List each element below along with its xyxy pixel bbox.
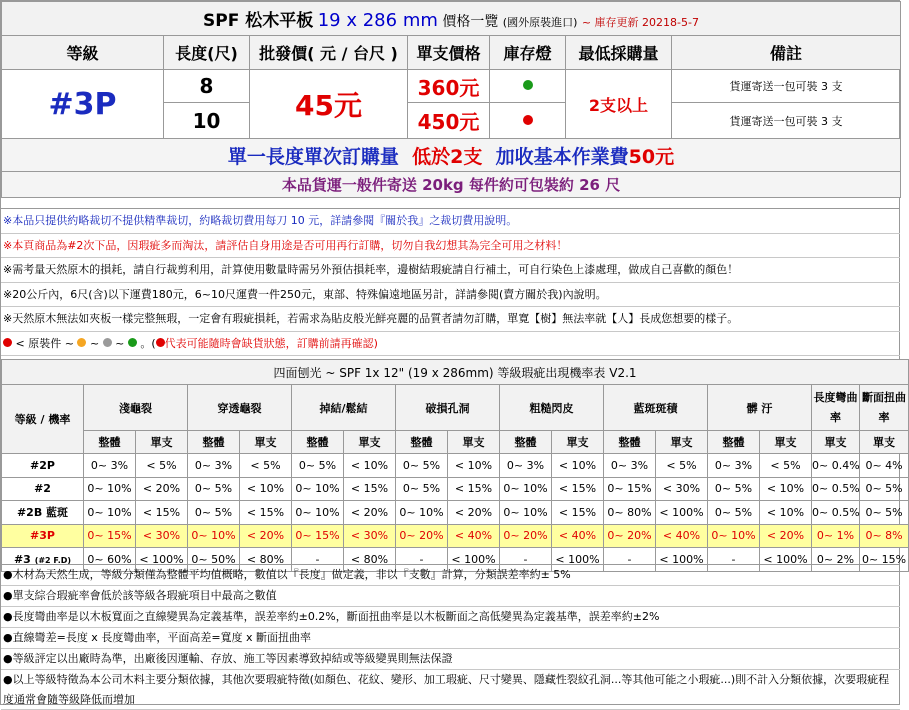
value-cell: - (500, 548, 552, 572)
curve-header: 長度彎曲率 (812, 385, 860, 431)
value-cell: 0~ 10% (84, 501, 136, 525)
value-cell: 0~ 5% (860, 501, 909, 525)
value-cell: < 20% (344, 501, 396, 525)
header-grade: 等級 (2, 36, 164, 70)
sub-header-whole: 整體 (708, 431, 760, 454)
sub-header-whole: 整體 (500, 431, 552, 454)
sub-header-single: 單支 (344, 431, 396, 454)
remark: 貨運寄送一包可裝 3 支 (672, 70, 901, 103)
category-header: 掉結/鬆結 (292, 385, 396, 431)
value-cell: 0~ 20% (604, 524, 656, 548)
sub-header-single: 單支 (136, 431, 188, 454)
value-cell: 0~ 10% (708, 524, 760, 548)
value-cell: 0~ 80% (604, 501, 656, 525)
footnote-line: ●木材為天然生成，等級分類僅為整體平均值概略，數值以『長度』做定義，非以『支數』計算，分類誤差率約± 5% (1, 565, 900, 586)
value-cell: 0~ 3% (84, 454, 136, 478)
value-cell: 0~ 10% (292, 477, 344, 501)
header-unit-price: 單支價格 (408, 36, 490, 70)
value-cell: < 100% (552, 548, 604, 572)
value-cell: < 10% (344, 454, 396, 478)
title-label: 價格一覽 (442, 14, 499, 30)
stock-legend (1, 332, 900, 357)
defect-table (1, 359, 909, 572)
banner-text-d: 50元 (628, 145, 675, 168)
sub-header-single: 單支 (552, 431, 604, 454)
header-wholesale: 批發價( 元 / 台尺 ) (250, 36, 408, 70)
value-cell: 0~ 5% (860, 477, 909, 501)
price-table (1, 1, 901, 198)
banner-text-b: 低於2支 (412, 145, 483, 168)
value-cell: < 40% (448, 524, 500, 548)
corner-header: 等級 / 機率 (2, 385, 84, 454)
note-line: ※20公斤內，6尺(含)以下運費180元，6~10尺運費一件250元，東部、特殊偏遠地區另計，詳請參閱(賣方關於我)內說明。 (1, 283, 900, 308)
value-cell: 0~ 0.5% (812, 477, 860, 501)
value-cell: 0~ 10% (188, 524, 240, 548)
value-cell: < 5% (136, 454, 188, 478)
value-cell: < 10% (448, 454, 500, 478)
grade-name: #3 (13, 552, 31, 566)
value-cell: < 30% (344, 524, 396, 548)
value-cell: < 100% (136, 548, 188, 572)
gray-dot-icon (103, 338, 112, 347)
banner-text-a: 單一長度單次訂購量 (227, 145, 399, 168)
value-cell: < 5% (656, 454, 708, 478)
value-cell: 0~ 15% (84, 524, 136, 548)
value-cell: < 100% (656, 501, 708, 525)
value-cell: < 20% (136, 477, 188, 501)
footnotes-section (1, 564, 900, 710)
value-cell: 0~ 4% (860, 454, 909, 478)
note-line: ※本頁商品為#2次下品，因瑕疵多而淘汰，請評估自身用途是否可用再行訂購，切勿自我幻想其為完全可用之材料！ (1, 234, 900, 259)
note-line: ※需考量天然原木的損耗，請自行裁剪利用，計算使用數量時需另外預估損耗率，邊樹結瑕疵請自行補土，可自行染色上漆處理，做成自己喜歡的顏色！ (1, 258, 900, 283)
value-cell: 0~ 5% (708, 501, 760, 525)
sub-header-single: 單支 (656, 431, 708, 454)
value-cell: < 10% (240, 477, 292, 501)
category-header: 破損孔洞 (396, 385, 500, 431)
footnote-line: ●長度彎曲率是以木板寬面之直線變異為定義基準，誤差率約±0.2%，斷面扭曲率是以木板斷面之高低變異為定義基準，誤差率約±2% (1, 607, 900, 628)
shipping-banner: 本品貨運一般件寄送 20kg 每件約可包裝約 26 尺 (2, 172, 901, 198)
value-cell: 0~ 5% (188, 501, 240, 525)
value-cell: 0~ 5% (396, 477, 448, 501)
value-cell: < 10% (760, 501, 812, 525)
value-cell: 0~ 0.5% (812, 501, 860, 525)
value-cell: 0~ 5% (292, 454, 344, 478)
value-cell: 0~ 3% (500, 454, 552, 478)
value-cell: 0~ 20% (500, 524, 552, 548)
title-dimension: 19 x 286 mm (317, 10, 438, 31)
value-cell: < 5% (760, 454, 812, 478)
value-cell: 0~ 50% (188, 548, 240, 572)
header-min-purchase: 最低採購量 (566, 36, 672, 70)
value-cell: < 15% (552, 477, 604, 501)
notes-section (1, 208, 900, 356)
legend-prefix: < 原裝件 ~ (15, 336, 74, 350)
value-cell: < 40% (552, 524, 604, 548)
sub-header-whole: 整體 (292, 431, 344, 454)
footnote-line: ●等級評定以出廠時為準，出廠後因運輸、存放、施工等因素導致掉結或等級變異則無法保證 (1, 649, 900, 670)
value-cell: 0~ 10% (396, 501, 448, 525)
value-cell: - (292, 548, 344, 572)
grade-note: (#2 F.D) (34, 555, 72, 565)
stock-light-cell (490, 103, 566, 139)
value-cell: < 10% (552, 454, 604, 478)
sub-header-single: 單支 (812, 431, 860, 454)
sub-header-single: 單支 (448, 431, 500, 454)
value-cell: 0~ 8% (860, 524, 909, 548)
sub-header-single: 單支 (860, 431, 909, 454)
value-cell: < 30% (136, 524, 188, 548)
table-row (2, 524, 909, 548)
twist-header: 斷面扭曲率 (860, 385, 909, 431)
value-cell: < 10% (760, 477, 812, 501)
header-remark: 備註 (672, 36, 901, 70)
sub-header-whole: 整體 (84, 431, 136, 454)
footnote-line: ●單支綜合瑕疵率會低於該等級各瑕疵項目中最高之數值 (1, 586, 900, 607)
value-cell: < 30% (656, 477, 708, 501)
footnote-line: ●直線彎差=長度 x 長度彎曲率，平面高差=寬度 x 斷面扭曲率 (1, 628, 900, 649)
note-line: ※天然原木無法如夾板一樣完整無瑕，一定會有瑕疵損耗，若需求為貼皮般光鮮亮麗的品質者請勿訂購，單寛【樹】無法率就【人】長成您想要的樣子。 (1, 307, 900, 332)
value-cell: 0~ 10% (84, 477, 136, 501)
value-cell: < 100% (656, 548, 708, 572)
value-cell: 0~ 5% (396, 454, 448, 478)
category-header: 穿透龜裂 (188, 385, 292, 431)
value-cell: 0~ 3% (188, 454, 240, 478)
value-cell: < 15% (240, 501, 292, 525)
value-cell: < 15% (136, 501, 188, 525)
value-cell: 0~ 1% (812, 524, 860, 548)
value-cell: 0~ 20% (396, 524, 448, 548)
sub-header-single: 單支 (760, 431, 812, 454)
red-dot-icon (156, 338, 165, 347)
value-cell: 0~ 3% (604, 454, 656, 478)
value-cell: - (604, 548, 656, 572)
category-header: 淺龜裂 (84, 385, 188, 431)
grade-cell (2, 477, 84, 501)
value-cell: 0~ 10% (292, 501, 344, 525)
title-source: (國外原裝進口) (502, 16, 578, 29)
sub-header-whole: 整體 (188, 431, 240, 454)
table-row (2, 477, 909, 501)
value-cell: 0~ 5% (708, 477, 760, 501)
note-line: ※本品只提供約略裁切不提供精準裁切，約略裁切費用每刀 10 元，詳請參閱『關於我』之裁切費用說明。 (1, 209, 900, 234)
sub-header-whole: 整體 (396, 431, 448, 454)
grade-name: #2P (30, 458, 55, 472)
table-row (2, 454, 909, 478)
price-title (2, 2, 901, 36)
value-cell: < 40% (656, 524, 708, 548)
value-cell: < 15% (552, 501, 604, 525)
value-cell: < 15% (344, 477, 396, 501)
value-cell: 0~ 15% (604, 477, 656, 501)
grade-name: #2 (34, 482, 51, 496)
stock-light-cell (490, 70, 566, 103)
grade-cell (2, 454, 84, 478)
value-cell: - (396, 548, 448, 572)
title-updated: ~ 庫存更新 20218-5-7 (581, 16, 699, 29)
footnote-line: ●以上等級特徵為本公司木料主要分類依據，其他次要瑕疵特徵(如顏色、花紋、變形、加工瑕疵、尺寸變異、隱藏性裂紋孔洞...等其他可能之小瑕疵...)則不計入分類依據，次要瑕疵程度通常會隨等級降低而增加 (1, 670, 900, 710)
grade-name: #2B 藍斑 (16, 506, 69, 520)
table-row (2, 501, 909, 525)
value-cell: 0~ 3% (708, 454, 760, 478)
value-cell: < 20% (240, 524, 292, 548)
value-cell: 0~ 60% (84, 548, 136, 572)
value-cell: < 20% (760, 524, 812, 548)
value-cell: < 20% (448, 501, 500, 525)
min-purchase: 2支以上 (566, 70, 672, 139)
value-cell: 0~ 2% (812, 548, 860, 572)
value-cell: < 15% (448, 477, 500, 501)
value-cell: 0~ 0.4% (812, 454, 860, 478)
category-header: 藍斑斑積 (604, 385, 708, 431)
sub-header-single: 單支 (240, 431, 292, 454)
value-cell: 0~ 10% (500, 477, 552, 501)
legend-sep: ~ (89, 336, 100, 350)
length-value: 10 (164, 103, 250, 139)
stock-light-icon (523, 115, 533, 125)
green-dot-icon (128, 338, 137, 347)
remark: 貨運寄送一包可裝 3 支 (672, 103, 901, 139)
product-grade: #3P (2, 70, 164, 139)
value-cell: 0~ 15% (860, 548, 909, 572)
value-cell: < 80% (240, 548, 292, 572)
red-dot-icon (3, 338, 12, 347)
value-cell: 0~ 10% (500, 501, 552, 525)
wholesale-price: 45元 (250, 70, 408, 139)
category-header: 粗糙閃皮 (500, 385, 604, 431)
grade-cell (2, 524, 84, 548)
defect-table-title: 四面刨光 ~ SPF 1x 12" (19 x 286mm) 等級瑕疵出現機率表 V2.1 (2, 360, 909, 385)
stock-light-icon (523, 80, 533, 90)
unit-price: 360元 (408, 70, 490, 103)
min-order-banner (2, 139, 901, 172)
value-cell: - (708, 548, 760, 572)
header-stock-light: 庫存燈 (490, 36, 566, 70)
value-cell: 0~ 5% (188, 477, 240, 501)
unit-price: 450元 (408, 103, 490, 139)
sub-header-whole: 整體 (604, 431, 656, 454)
legend-suffix: 。( (140, 336, 156, 350)
grade-name: #3P (30, 529, 55, 543)
title-main: SPF 松木平板 (203, 11, 314, 31)
grade-cell (2, 501, 84, 525)
value-cell: < 100% (760, 548, 812, 572)
legend-sep: ~ (115, 336, 125, 350)
header-length: 長度(尺) (164, 36, 250, 70)
legend-warning: 代表可能隨時會缺貨狀態，訂購前請再確認) (164, 336, 378, 350)
orange-dot-icon (77, 338, 86, 347)
banner-text-c: 加收基本作業費 (495, 145, 629, 168)
value-cell: 0~ 15% (292, 524, 344, 548)
value-cell: < 80% (344, 548, 396, 572)
value-cell: < 100% (448, 548, 500, 572)
value-cell: < 5% (240, 454, 292, 478)
category-header: 髒 汙 (708, 385, 812, 431)
length-value: 8 (164, 70, 250, 103)
